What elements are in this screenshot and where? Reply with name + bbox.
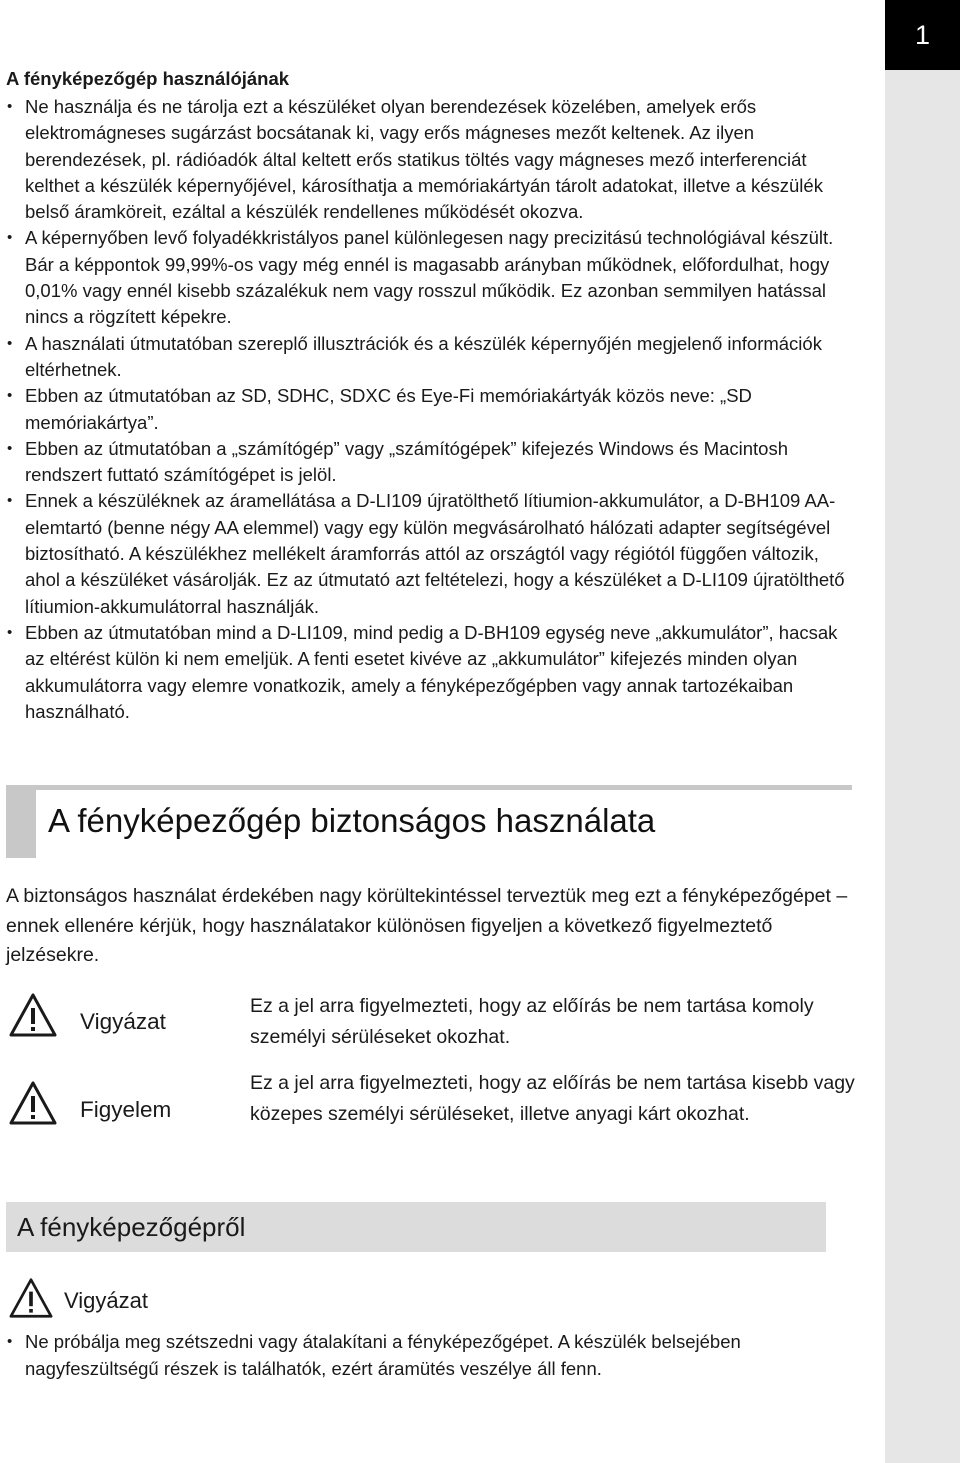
banner-rule bbox=[6, 785, 852, 790]
list-item: • Ebben az útmutatóban az SD, SDHC, SDXC és Eye-Fi memóriakártyák közös neve: „SD memóriakártya”. bbox=[6, 383, 856, 436]
usage-heading: A fényképezőgép használójának bbox=[6, 68, 290, 89]
warning-label: Vigyázat bbox=[80, 1009, 166, 1034]
list-item: • Ne használja és ne tárolja ezt a készüléket olyan berendezések közelében, amelyek erős elektromágneses sugárzást bocsátanak ki, vagy erős mágneses mezőt keltenek. Az ilyen berendezések, pl. rádióadók által keltett erős statikus töltés vagy mágneses mező interferenciát kelthet a készülék képernyőjével, károsíthatja a memóriakártyán tárolt adatokat, illetve a készülék belső áramköreit, ezáltal a készülék rendellenes működését okozva. bbox=[6, 94, 856, 225]
list-item: • Ebben az útmutatóban a „számítógép” vagy „számítógépek” kifejezés Windows és Macintosh rendszert futtató számítógépet is jelöl. bbox=[6, 436, 856, 489]
warning-description: Ez a jel arra figyelmezteti, hogy az előírás be nem tartása komoly személyi sérüléseket okozhat. bbox=[250, 995, 814, 1048]
usage-bullet-list bbox=[6, 94, 856, 725]
warning-row-vigyazat bbox=[8, 992, 868, 1052]
list-item: • A képernyőben levő folyadékkristályos panel különlegesen nagy precizitású technológiával készült. Bár a képpontok 99,99%-os vagy még ennél is magasabb arányban működnek, előfordulhat, hogy 0,01% vagy ennél kisebb százalékuk nem vagy rosszul működik. Ez azonban semmilyen hatással nincs a rögzített képekre. bbox=[6, 225, 856, 330]
safety-section-title: A fényképezőgép biztonságos használata bbox=[48, 802, 656, 839]
camera-section-title: A fényképezőgépről bbox=[17, 1212, 246, 1242]
usage-section bbox=[6, 64, 856, 725]
warning-triangle-icon bbox=[8, 992, 58, 1038]
camera-bullets bbox=[6, 1329, 856, 1382]
safety-intro: A biztonságos használat érdekében nagy körültekintéssel terveztük meg ezt a fényképezőgépet – ennek ellenére kérjük, hogy használatakor különösen figyeljen a következő figyelmeztető jelzésekre. bbox=[6, 885, 848, 966]
list-item: • A használati útmutatóban szereplő illusztrációk és a készülék képernyőjén megjelenő információk eltérhetnek. bbox=[6, 331, 856, 384]
page-number-tab: 1 bbox=[885, 0, 960, 70]
list-item: • Ebben az útmutatóban mind a D-LI109, mind pedig a D-BH109 egység neve „akkumulátor”, hacsak az eltérést külön ki nem emeljük. A fenti esetet kivéve az „akkumulátor” kifejezés minden olyan akkumulátorra vagy elemre vonatkozik, amely a fényképezőgépben vagy annak tartozékaiban használható. bbox=[6, 620, 856, 725]
warning-triangle-icon bbox=[8, 1080, 58, 1126]
list-item: • Ennek a készüléknek az áramellátása a D-LI109 újratölthető lítiumion-akkumulátor, a D-BH109 AA-elemtartó (benne négy AA elemmel) vagy egy külön megvásárolható hálózati adapter segítségével biztosítható. A készülékhez mellékelt áramforrás attól az országtól vagy régiótól függően változik, ahol a készüléket vásárolják. Ez az útmutató azt feltételezi, hogy a készüléket a D-LI109 újratölthető lítiumion-akkumulátorral használják. bbox=[6, 488, 856, 619]
warning-description: Ez a jel arra figyelmezteti, hogy az előírás be nem tartása kisebb vagy közepes személyi sérüléseket, illetve anyagi kárt okozhat. bbox=[250, 1072, 855, 1125]
camera-section-banner bbox=[6, 1202, 826, 1252]
warning-label: Vigyázat bbox=[64, 1288, 148, 1313]
safety-section-banner bbox=[6, 785, 852, 858]
warning-row-figyelem bbox=[8, 1072, 868, 1160]
warning-label: Figyelem bbox=[80, 1097, 172, 1122]
banner-block bbox=[6, 785, 36, 858]
list-item: • Ne próbálja meg szétszedni vagy átalakítani a fényképezőgépet. A készülék belsejében nagyfeszültségű részek is találhatók, ezért áramütés veszélye áll fenn. bbox=[6, 1329, 856, 1382]
warning-triangle-icon bbox=[8, 1277, 54, 1319]
side-strip bbox=[885, 0, 960, 1463]
camera-bullet-list bbox=[6, 1329, 856, 1382]
camera-warning bbox=[8, 1277, 308, 1321]
